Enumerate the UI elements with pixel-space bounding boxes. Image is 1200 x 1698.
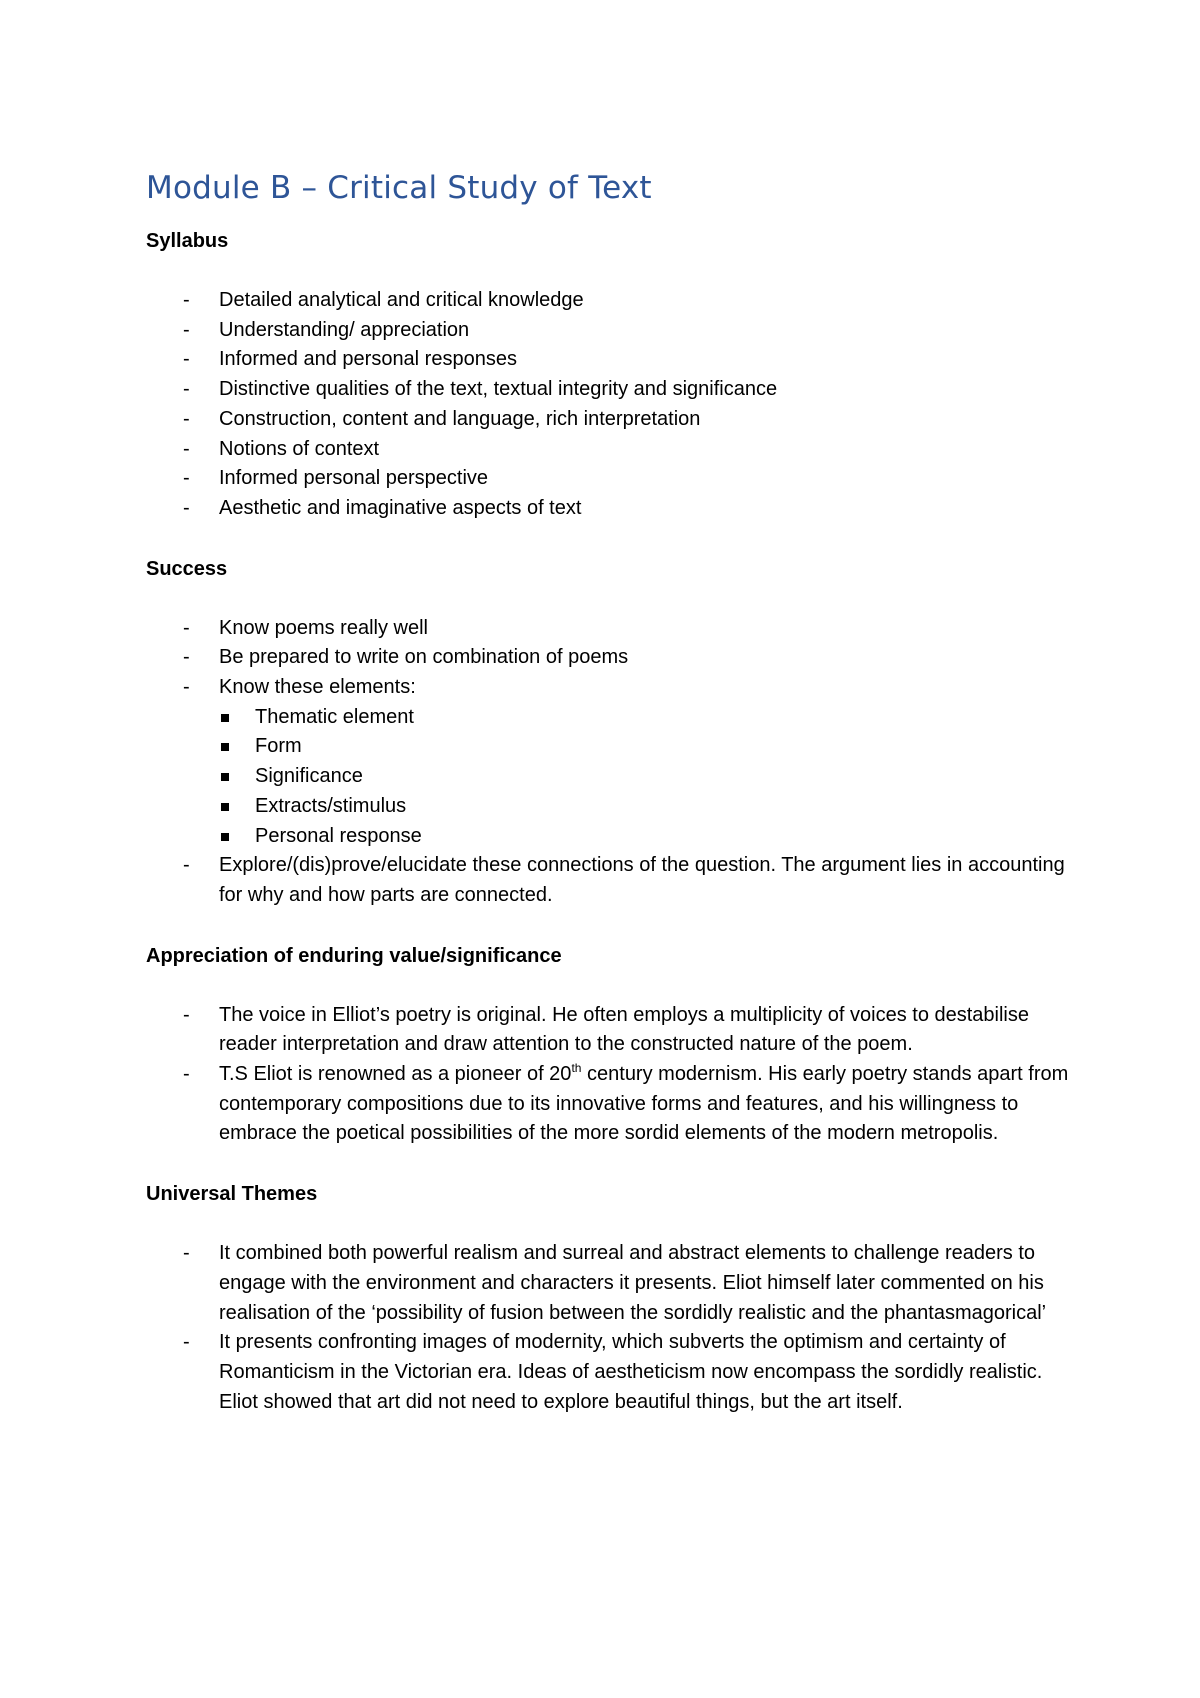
- list-item: - Informed and personal responses: [146, 345, 1071, 375]
- sublist-item: Significance: [219, 762, 1071, 792]
- sublist-item: Extracts/stimulus: [219, 792, 1071, 822]
- sublist-item: Form: [219, 732, 1071, 762]
- universal-themes-list: [146, 1239, 1071, 1417]
- list-item-text: T.S Eliot is renowned as a pioneer of 20: [219, 1063, 572, 1086]
- syllabus-list: [146, 286, 1071, 524]
- page-title: Module B – Critical Study of Text: [146, 170, 652, 206]
- list-item: - Distinctive qualities of the text, textual integrity and significance: [146, 375, 1071, 405]
- sublist-item: Thematic element: [219, 703, 1071, 733]
- elements-sublist: [219, 703, 1071, 852]
- document-content: [146, 168, 1071, 1447]
- list-item: [146, 1060, 1071, 1149]
- list-item-text: century modernism. His early poetry stands apart from contemporary compositions due to its innovative forms and features, and his willingness to embrace the poetical possibilities of the more sordid elements of the modern metropolis.: [219, 1063, 1069, 1145]
- list-item: - Understanding/ appreciation: [146, 316, 1071, 346]
- list-item: - Be prepared to write on combination of poems: [146, 643, 1071, 673]
- success-heading: Success: [146, 557, 228, 580]
- list-item: - Notions of context: [146, 435, 1071, 465]
- list-item: - It presents confronting images of modernity, which subverts the optimism and certainty of Romanticism in the Victorian era. Ideas of aestheticism now encompass the sordidly realistic. Eliot showed that art did not need to explore beautiful things, but the art itself.: [146, 1328, 1071, 1417]
- list-item: - Detailed analytical and critical knowledge: [146, 286, 1071, 316]
- list-item: - Informed personal perspective: [146, 464, 1071, 494]
- success-list: [146, 614, 1071, 911]
- syllabus-heading: Syllabus: [146, 230, 229, 252]
- list-item-text: Know these elements:: [219, 676, 416, 699]
- sublist-item: Personal response: [219, 822, 1071, 852]
- list-item: - The voice in Elliot’s poetry is original. He often employs a multiplicity of voices to destabilise reader interpretation and draw attention to the constructed nature of the poem.: [146, 1001, 1071, 1060]
- list-item: - Construction, content and language, rich interpretation: [146, 405, 1071, 435]
- list-item: - It combined both powerful realism and surreal and abstract elements to challenge readers to engage with the environment and characters it presents. Eliot himself later commented on his realisation of the ‘possibility of fusion between the sordidly realistic and the phantasmagorical’: [146, 1239, 1071, 1328]
- list-item: - Explore/(dis)prove/elucidate these connections of the question. The argument lies in accounting for why and how parts are connected.: [146, 851, 1071, 910]
- list-item: - Know poems really well: [146, 614, 1071, 644]
- universal-themes-heading: Universal Themes: [146, 1183, 318, 1206]
- enduring-value-list: [146, 1001, 1071, 1150]
- list-item: [146, 673, 1071, 851]
- superscript: th: [571, 1061, 582, 1076]
- list-item: - Aesthetic and imaginative aspects of text: [146, 494, 1071, 524]
- enduring-value-heading: Appreciation of enduring value/significance: [146, 944, 562, 967]
